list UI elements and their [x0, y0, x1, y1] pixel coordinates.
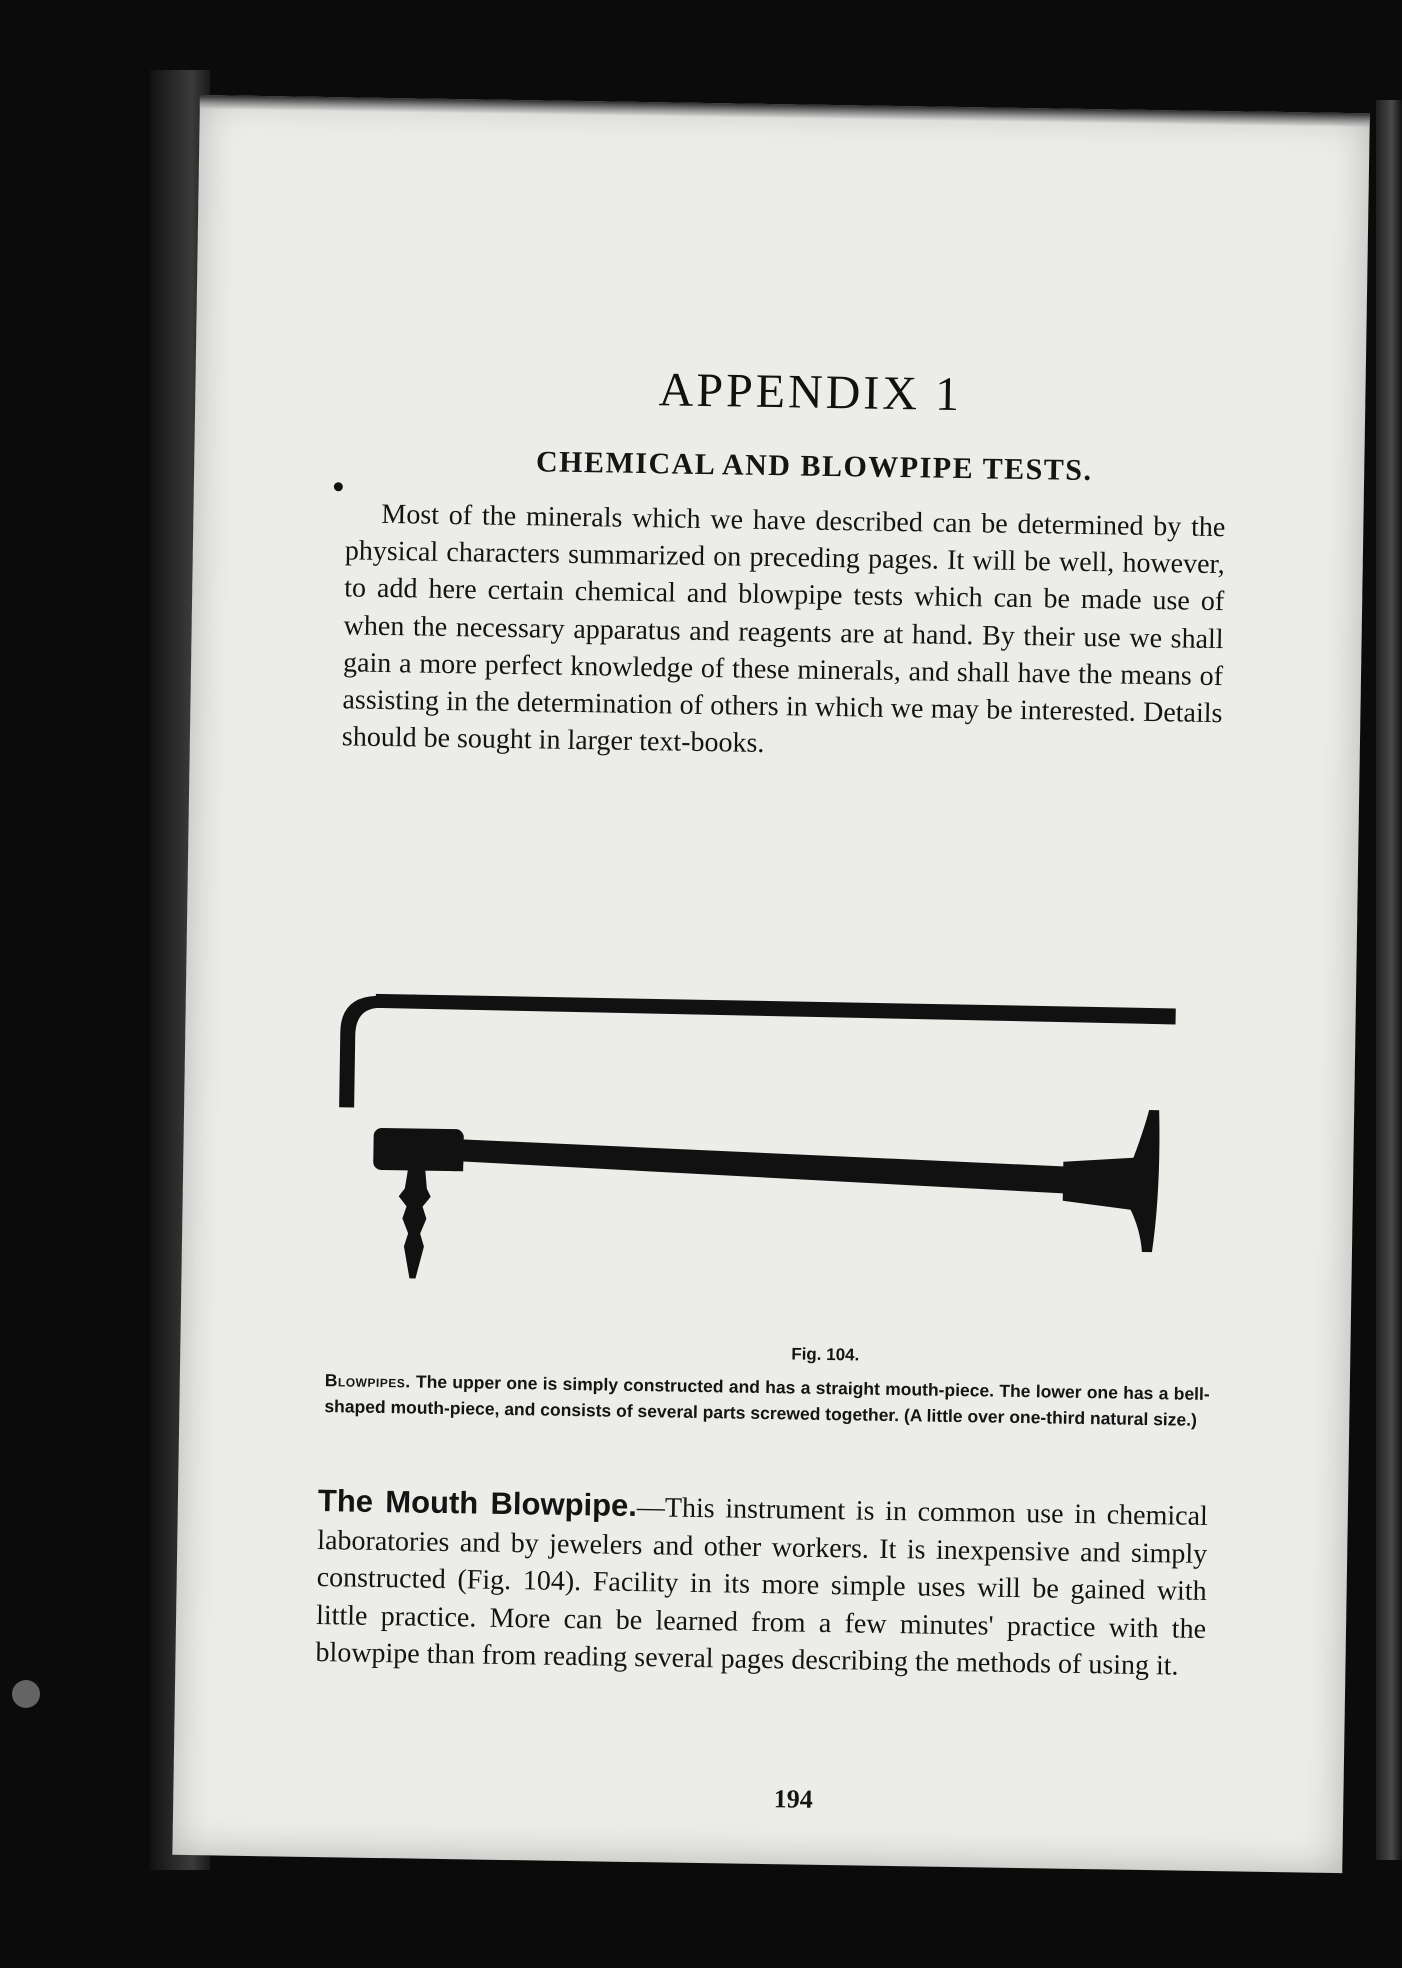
- page-number: 194: [773, 1784, 814, 1814]
- section-heading: The Mouth Blowpipe.: [317, 1483, 638, 1524]
- scan-smudge: [12, 1680, 40, 1708]
- simple-blowpipe-illustration: [339, 993, 1176, 1120]
- page-right-edge: [1376, 100, 1402, 1860]
- mouth-blowpipe-paragraph: [315, 1482, 1208, 1685]
- figure-label: Fig. 104.: [791, 1344, 860, 1365]
- bell-blowpipe-illustration: [371, 1098, 1160, 1290]
- ink-dot: [334, 482, 343, 491]
- appendix-title: APPENDIX 1: [658, 363, 963, 422]
- section-text: —This instrument is in common use in chemical laboratories and by jewelers and other workers. It is inexpensive and simply constructed (Fig. 104). Facility in its more simple uses will be gained with little practice. More can be learned from a few minutes' practice with the blowpipe than from reading several pages describing the methods of using it.: [315, 1492, 1209, 1682]
- blowpipes-figure: [310, 977, 1216, 1371]
- intro-paragraph: Most of the minerals which we have described can be determined by the physical characters summarized on preceding pages. It will be well, however, to add here certain chemical and blowpipe tests which can be made use of when the necessary apparatus and reagents are at hand. By their use we shall gain a more perfect knowledge of these minerals, and shall have the means of assisting in the determination of others in which we may be interested. Details should be sought in larger text-books.: [341, 498, 1226, 760]
- figure-caption: [324, 1367, 1210, 1433]
- caption-lead: Blowpipes.: [324, 1370, 411, 1392]
- book-page: [172, 95, 1370, 1873]
- section-title: CHEMICAL AND BLOWPIPE TESTS.: [535, 445, 1093, 488]
- caption-text: The upper one is simply constructed and has a straight mouth-piece. The lower one has a bell-shaped mouth-piece, and consists of several parts screwed together. (A little over one-third natural size.): [324, 1371, 1210, 1430]
